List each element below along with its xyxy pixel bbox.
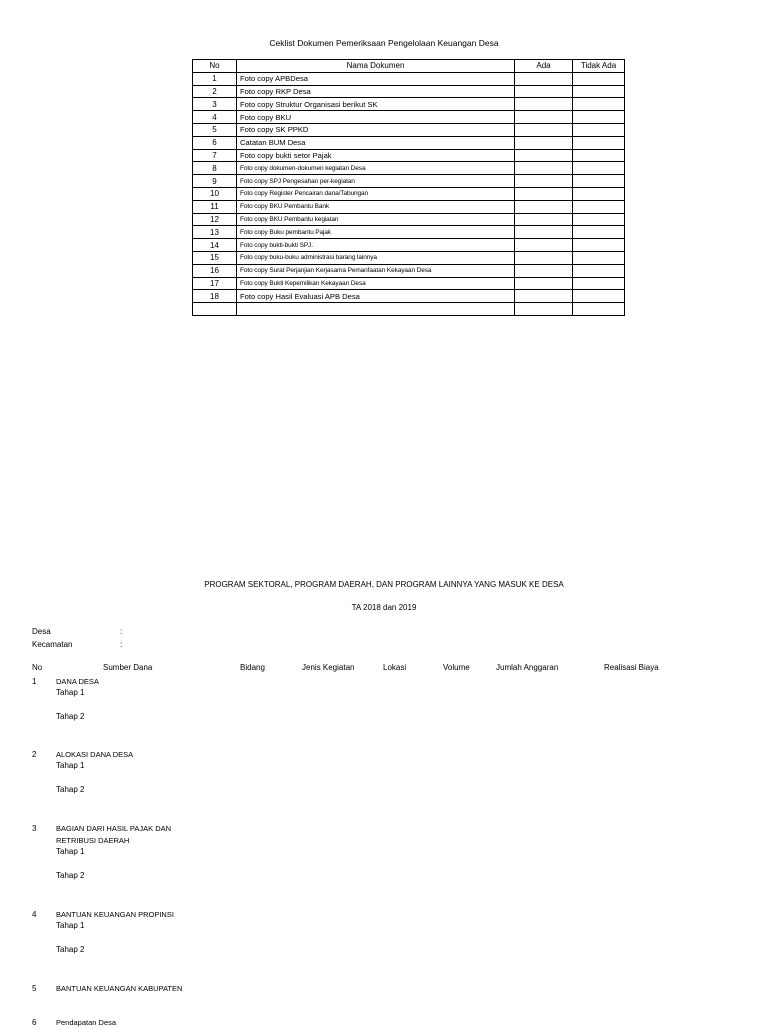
row-ada-cell [515, 239, 573, 252]
program-subtitle: TA 2018 dan 2019 [351, 603, 417, 612]
program-item-number: 5 [32, 984, 37, 993]
row-ada-cell [515, 277, 573, 290]
row-number: 15 [193, 251, 237, 264]
checklist-row [193, 290, 625, 303]
row-document-name: Foto copy buku-buku administrasi barang lainnya [237, 251, 515, 264]
checklist-row [193, 149, 625, 162]
program-item-number: 6 [32, 1018, 37, 1027]
row-document-name: Foto copy Surat Perjanjian Kerjasama Pemanfaatan Kekayaan Desa [237, 264, 515, 277]
row-number: 1 [193, 72, 237, 85]
header-tidak-ada: Tidak Ada [573, 60, 625, 73]
tahap-1-label: Tahap 1 [56, 688, 85, 697]
row-tidak-ada-cell [573, 213, 625, 226]
row-tidak-ada-cell [573, 123, 625, 136]
column-no: No [32, 663, 43, 672]
row-ada-cell [515, 175, 573, 188]
row-document-name: Foto copy BKU Pembantu Bank [237, 200, 515, 213]
kecamatan-colon: : [120, 640, 123, 649]
checklist-row [193, 162, 625, 175]
row-tidak-ada-cell [573, 264, 625, 277]
row-number: 9 [193, 175, 237, 188]
checklist-row [193, 72, 625, 85]
row-tidak-ada-cell [573, 239, 625, 252]
row-tidak-ada-cell [573, 162, 625, 175]
program-item-name: BAGIAN DARI HASIL PAJAK DAN RETRIBUSI DAERAH [56, 824, 172, 845]
row-ada-cell [515, 264, 573, 277]
desa-colon: : [120, 627, 123, 636]
checklist-header-row [193, 60, 625, 73]
row-ada-cell [515, 85, 573, 98]
row-ada-cell [515, 187, 573, 200]
checklist-row [193, 277, 625, 290]
checklist-row [193, 264, 625, 277]
row-ada-cell [515, 149, 573, 162]
row-number: 14 [193, 239, 237, 252]
row-document-name: Catatan BUM Desa [237, 136, 515, 149]
header-no: No [193, 60, 237, 73]
row-document-name: Foto copy Buku pembantu Pajak [237, 226, 515, 239]
program-item-name: DANA DESA [56, 677, 99, 686]
row-ada-cell [515, 123, 573, 136]
empty-cell [573, 303, 625, 316]
header-ada: Ada [515, 60, 573, 73]
tahap-2-label: Tahap 2 [56, 945, 85, 954]
row-number: 10 [193, 187, 237, 200]
row-ada-cell [515, 136, 573, 149]
row-tidak-ada-cell [573, 111, 625, 124]
tahap-2-label: Tahap 2 [56, 712, 85, 721]
row-document-name: Foto copy SPJ Pengesahan per-kegiatan [237, 175, 515, 188]
checklist-row [193, 136, 625, 149]
row-number: 6 [193, 136, 237, 149]
checklist-row [193, 85, 625, 98]
empty-cell [193, 303, 237, 316]
empty-cell [515, 303, 573, 316]
program-item-number: 4 [32, 910, 37, 919]
tahap-1-label: Tahap 1 [56, 761, 85, 770]
row-number: 2 [193, 85, 237, 98]
row-ada-cell [515, 162, 573, 175]
checklist-row [193, 123, 625, 136]
row-number: 16 [193, 264, 237, 277]
row-document-name: Foto copy APBDesa [237, 72, 515, 85]
column-volume: Volume [443, 663, 470, 672]
row-tidak-ada-cell [573, 175, 625, 188]
row-number: 11 [193, 200, 237, 213]
checklist-row [193, 98, 625, 111]
row-document-name: Foto copy BKU [237, 111, 515, 124]
program-item-name: ALOKASI DANA DESA [56, 750, 134, 759]
checklist-table [192, 59, 625, 316]
program-item-number: 1 [32, 677, 37, 686]
row-ada-cell [515, 111, 573, 124]
checklist-row [193, 111, 625, 124]
row-tidak-ada-cell [573, 136, 625, 149]
row-document-name: Foto copy SK PPKD [237, 123, 515, 136]
row-number: 4 [193, 111, 237, 124]
desa-field [32, 627, 122, 636]
row-tidak-ada-cell [573, 251, 625, 264]
row-tidak-ada-cell [573, 290, 625, 303]
row-number: 7 [193, 149, 237, 162]
tahap-2-label: Tahap 2 [56, 785, 85, 794]
row-document-name: Foto copy bukti setor Pajak [237, 149, 515, 162]
program-item-name: BANTUAN KEUANGAN KABUPATEN [56, 984, 183, 993]
program-item-name: Pendapatan Desa [56, 1018, 117, 1027]
row-number: 18 [193, 290, 237, 303]
row-ada-cell [515, 98, 573, 111]
checklist-row [193, 213, 625, 226]
checklist-row [193, 239, 625, 252]
column-sumber-dana: Sumber Dana [103, 663, 153, 672]
column-realisasi-biaya: Realisasi Biaya [604, 663, 659, 672]
row-document-name: Foto copy RKP Desa [237, 85, 515, 98]
row-tidak-ada-cell [573, 226, 625, 239]
row-tidak-ada-cell [573, 85, 625, 98]
tahap-1-label: Tahap 1 [56, 847, 85, 856]
checklist-title: Ceklist Dokumen Pemeriksaan Pengelolaan Keuangan Desa [269, 38, 499, 48]
kecamatan-label: Kecamatan [32, 640, 73, 649]
program-title: PROGRAM SEKTORAL, PROGRAM DAERAH, DAN PROGRAM LAINNYA YANG MASUK KE DESA [204, 580, 564, 589]
program-item-number: 2 [32, 750, 37, 759]
desa-label: Desa [32, 627, 51, 636]
row-tidak-ada-cell [573, 149, 625, 162]
checklist-row [193, 187, 625, 200]
row-document-name: Foto copy BKU Pembantu kegiatan [237, 213, 515, 226]
checklist-row [193, 226, 625, 239]
row-number: 12 [193, 213, 237, 226]
header-nama-dokumen: Nama Dokumen [237, 60, 515, 73]
checklist-row [193, 175, 625, 188]
program-item-name: BANTUAN KEUANGAN PROPINSI [56, 910, 174, 919]
row-document-name: Foto copy Bukti Kepemilikan Kekayaan Desa [237, 277, 515, 290]
row-number: 5 [193, 123, 237, 136]
checklist-empty-row [193, 303, 625, 316]
row-tidak-ada-cell [573, 200, 625, 213]
row-document-name: Foto copy Struktur Organisasi berikut SK [237, 98, 515, 111]
empty-cell [237, 303, 515, 316]
row-ada-cell [515, 226, 573, 239]
tahap-2-label: Tahap 2 [56, 871, 85, 880]
row-ada-cell [515, 72, 573, 85]
row-ada-cell [515, 290, 573, 303]
checklist-row [193, 200, 625, 213]
row-number: 13 [193, 226, 237, 239]
row-tidak-ada-cell [573, 98, 625, 111]
tahap-1-label: Tahap 1 [56, 921, 85, 930]
column-jenis-kegiatan: Jenis Kegiatan [302, 663, 355, 672]
row-document-name: Foto copy Hasil Evaluasi APB Desa [237, 290, 515, 303]
row-tidak-ada-cell [573, 187, 625, 200]
row-number: 17 [193, 277, 237, 290]
row-tidak-ada-cell [573, 277, 625, 290]
row-number: 3 [193, 98, 237, 111]
row-document-name: Foto copy bukti-bukti SPJ. [237, 239, 515, 252]
column-jumlah-anggaran: Jumlah Anggaran [496, 663, 559, 672]
column-lokasi: Lokasi [383, 663, 407, 672]
row-ada-cell [515, 251, 573, 264]
row-tidak-ada-cell [573, 72, 625, 85]
kecamatan-field [32, 640, 122, 649]
column-bidang: Bidang [240, 663, 265, 672]
row-number: 8 [193, 162, 237, 175]
row-ada-cell [515, 213, 573, 226]
row-document-name: Foto copy Register Pencairan dana/Tabungan [237, 187, 515, 200]
program-item-number: 3 [32, 824, 37, 833]
row-ada-cell [515, 200, 573, 213]
checklist-row [193, 251, 625, 264]
row-document-name: Foto copy dokumen-dokumen kegiatan Desa [237, 162, 515, 175]
